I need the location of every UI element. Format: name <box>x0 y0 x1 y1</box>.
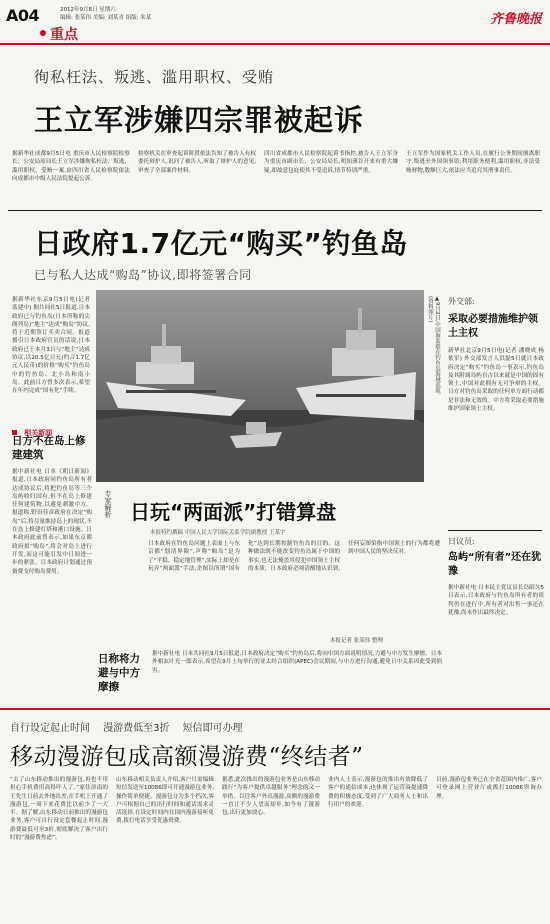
related-news-headline: 日方不在岛上修建建筑 <box>12 435 86 461</box>
section-icon <box>40 30 46 36</box>
commentary-byline: 本报特约撰稿 中国人民大学国际关系学院副教授 王某宇 <box>150 530 286 536</box>
photo-caption: ▲9月2日,中国海监船在钓鱼岛海域巡航。(资料照片) <box>427 296 440 399</box>
sidebar-mfa-headline: 采取必要措施维护领土主权 <box>448 314 538 339</box>
expert-tag: 专家解析 <box>104 490 112 518</box>
story1-headline: 王立军涉嫌四宗罪被起诉 <box>34 103 365 137</box>
story3-col-2: 山东移动相关负责人介绍,客户只需编辑短信发送至10086即可开通漫游包业务,操作简单便捷。漫游包分为多个档次,客户可根据自己的出行时间和通话需求灵活选择,在设定时间内在国内漫游接听免费,拨打电话享受优惠资费。 <box>116 777 214 825</box>
strap-item-1: 自行设定起止时间 <box>10 723 90 734</box>
story1-col-2: 检察机关在审查起诉阶段依法告知了被告人有权委托辩护人,讯问了被告人,听取了辩护人的意见,审查了全部案件材料。 <box>138 151 256 174</box>
story2-headline: 日政府1.7亿元“购买”钓鱼岛 <box>34 227 408 260</box>
strap-item-2: 漫游费低至3折 <box>103 723 170 734</box>
story1-col-3: 四川省成都市人民检察院起诉书指控,被告人王立军身为重庆市副市长、公安局局长,明知薄谷开来有重大嫌疑,却故意包庇使其不受追诉,情节特别严重。 <box>264 151 398 174</box>
side-box-body: 据中新社电 日本共同社9月5日报道,日本政府决定“购买”钓鱼岛后,将向中国方面说明情况,力避与中方发生摩擦。日本外相玄叶光一郎表示,希望在9月上旬举行的亚太经合组织(APEC)会议期间,与中方进行沟通,避免日中关系因此受到损害。 <box>152 651 442 674</box>
related-news-body: 据中新社电 日本《朝日新闻》报道,日本政府同钓鱼岛所有者达成协议后,将把钓鱼岛等三个岛屿收归国有,但不在岛上修建任何建筑物,以避免刺激中方。报道称,野田佳彦政府在决定“购岛”后,将尽量维持岛上的现状,不在岛上修建灯塔和港口设施。日本政府此前曾表示,如果东京都政府拟“购岛”,将会对岛上进行开发,而这可能引发中日间进一步的紧张。日本政府计划通过预备费支付购岛费用。 <box>12 469 92 575</box>
related-news-label: 相关新闻 <box>24 429 53 437</box>
header-divider <box>0 43 550 45</box>
sidebar-jp-label: 日议员: <box>448 537 475 546</box>
story1-col-1: 据新华社成都9月5日电 重庆市人民检察院检察长、公安局原局长王立军涉嫌徇私枉法、叛逃、滥用职权、受贿一案,由四川省人民检察院依法向成都市中级人民法院提起公诉。 <box>12 151 130 182</box>
sidebar-divider <box>448 530 542 531</box>
sidebar-mfa-body: 新华社北京9月5日电(记者 潘晓成 杨依军) 外交部发言人洪磊5日就日本政府决定“购买”钓鱼岛一事表示,钓鱼岛及其附属岛屿自古以来就是中国的固有领土,中国对此拥有无可争辩的主权。日方对钓鱼岛采取的任何单方面行动都是非法和无效的。中方将采取必要措施维护国家领土主权。 <box>448 348 544 413</box>
story3-strap <box>10 716 542 734</box>
sidebar-mfa-label: 外交部: <box>448 297 475 306</box>
sidebar-mfa <box>448 296 544 526</box>
commentary-headline: 日玩“两面派”打错算盘 <box>130 500 337 524</box>
news-photo <box>96 290 424 482</box>
story3-headline: 移动漫游包成高额漫游费“终结者” <box>10 744 364 770</box>
sidebar-jp-lawmaker <box>448 536 544 732</box>
story3-col-1: “去了山东移动推出的漫游包,再也不用担心手机费用高得吓人了。”家住济南的王先生日前去外地出差,在手机上开通了漫游包,一周下来花费比以前少了一大半。据了解,山东移动日前推出的漫游包业务,客户可自行设定套餐起止时间,漫游费最低可至3折,彻底解决了客户出行时的“漫游费焦虑”。 <box>10 777 108 842</box>
story3-col-5: 目前,漫游包业务已在全省范围内推广,客户可登录网上营业厅或拨打10086咨询办理。 <box>436 777 542 800</box>
story3-col-3: 据悉,此次推出的漫游包业务是山东移动践行“为客户提供卓越服务”理念的又一举措。以往客户外出漫游,高额的漫游费一直让不少人望而却步,如今有了漫游包,出行更加放心。 <box>222 777 320 817</box>
page-header <box>0 0 550 44</box>
story1-col-4: 王立军作为国家机关工作人员,在履行公务期间擅离职守,叛逃至外国领事馆;利用职务便利,滥用职权,非法受贿财物,数额巨大,依法应当追究其刑事责任。 <box>406 151 540 174</box>
story1-divider <box>8 210 542 211</box>
editor-credits: 编辑: 张某伟 美编: 刘某青 组版: 朱某 <box>60 15 152 21</box>
story3-col-4: 业内人士表示,漫游包的推出有效降低了客户的通信成本,也体现了运营商提速降费的积极态度,受到了广大商务人士和出行用户的欢迎。 <box>328 777 428 808</box>
story2-subhead: 已与私人达成“购岛”协议,即将签署合同 <box>34 268 252 282</box>
page-code: A04 <box>6 6 40 25</box>
section-title: 重点 <box>50 27 78 43</box>
commentary-credit: 本报记者 张某伟 整理 <box>330 638 383 644</box>
side-box-headline: 日称将力避与中方摩擦 <box>98 653 140 693</box>
sidebar-jp-headline: 岛屿“所有者”还在犹豫 <box>448 552 542 577</box>
story1-kicker: 徇私枉法、叛逃、滥用职权、受贿 <box>34 68 275 86</box>
patrol-ships-illustration <box>96 290 424 482</box>
paper-logo: 齐鲁晚报 <box>489 12 542 27</box>
section-divider <box>0 708 550 710</box>
issue-date: 2012年9月8日 星期六 <box>60 7 116 13</box>
sidebar-jp-body: 据中新社电 日本民主党议员长岛昭久5日表示,日本政府与钓鱼岛所有者的谈判仍在进行中,所有者对出售一事还在犹豫,尚未作出最终决定。 <box>448 585 544 616</box>
story2-body: 据新华社东京9月5日电(记者 蓝建中) 据共同社5日报道,日本政府已与钓鱼岛(日本所称的尖阁列岛)“地主”达成“购岛”协议,将于近期签订买卖合同。报道援引日本政府官员的话说,日本政府已于本月3日与“地主”达成协议,以20.5亿日元(约合1.7亿元人民币)的价格“购买”钓鱼岛中的钓鱼岛、北小岛和南小岛。此前日方曾多次表示,希望在年内完成“国有化”手续。 <box>12 297 90 395</box>
strap-item-3: 短信即可办理 <box>182 723 243 734</box>
commentary-body: 日本政府在钓鱼岛问题上表面上与东京都“划清界限”,声称“购岛”是为了“平稳、稳定地管理”,实际上却是在玩弄“两面派”手法,企图以所谓“国有化”达到长期控制钓鱼岛的目的。这种做法既不能改变钓鱼岛属于中国的事实,也无法掩盖其侵犯中国领土主权的本质。日本政府必须清醒地认识到,任何妄图染指中国领土的行为都将遭到中国人民的坚决反对。 <box>148 541 440 572</box>
related-news-tag <box>12 420 90 437</box>
